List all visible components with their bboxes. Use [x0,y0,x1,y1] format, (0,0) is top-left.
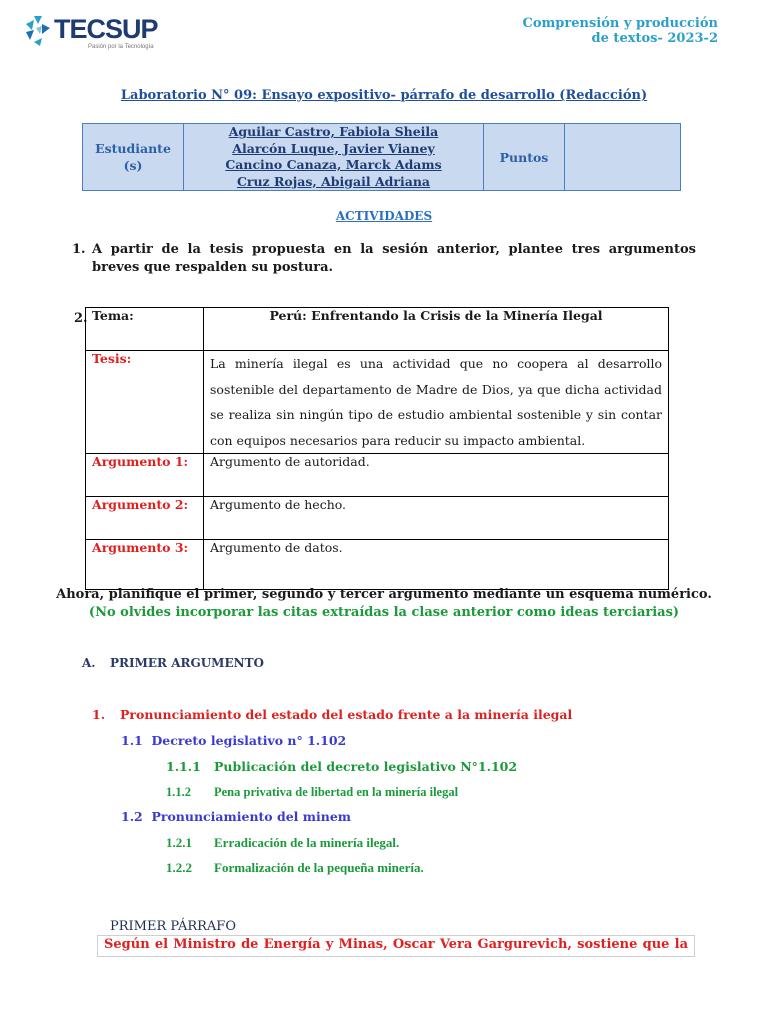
outline-text: Publicación del decreto legislativo N°1.102 [214,759,518,774]
section-a-letter: A. [82,656,96,670]
outline-number: 1.2 [121,809,143,824]
outline-item-1 [92,707,572,722]
course-title [523,16,718,46]
section-a-heading [82,656,264,670]
argument-2-value[interactable]: Argumento de hecho. [204,497,669,540]
tesis-label: Tesis: [86,351,204,454]
outline-number: 1.2.2 [166,860,192,875]
question-1-text: A partir de la tesis propuesta en la sesión anterior, plantee tres argumentos breves que respalden su postura. [92,242,696,275]
question-2-number: 2. [74,311,88,326]
question-1 [72,241,696,277]
outline-item-1-1-2 [166,785,458,800]
outline-item-1-1-1 [166,759,517,774]
argument-table [85,307,669,590]
outline-number: 1.1 [121,733,143,748]
outline-text: Erradicación de la minería ilegal. [214,835,400,850]
section-a-title: PRIMER ARGUMENTO [110,656,264,670]
argument-3-value[interactable]: Argumento de datos. [204,540,669,590]
outline-text: Decreto legislativo n° 1.102 [151,733,347,748]
student-label-line1: Estudiante [95,141,171,156]
course-line-2: de textos- 2023-2 [591,31,718,46]
student-name: Aguilar Castro, Fabiola Sheila [228,124,439,139]
outline-item-1-1 [121,733,346,748]
tema-label: Tema: [86,308,204,351]
student-table [82,123,681,191]
student-name: Cancino Canaza, Marck Adams [225,157,442,172]
logo-text: TECSUP [54,14,158,44]
outline-number: 1.1.2 [166,785,191,799]
outline-text: Pena privativa de libertad en la minería ilegal [214,785,459,799]
outline-number: 1.1.1 [166,759,201,774]
activities-heading: ACTIVIDADES [335,209,433,223]
plan-note: (No olvides incorporar las citas extraídas la clase anterior como ideas terciarias) [88,605,680,620]
outline-text: Formalización de la pequeña minería. [214,860,424,875]
question-1-number: 1. [72,242,86,257]
argument-3-label: Argumento 3: [86,540,204,590]
outline-text: Pronunciamiento del estado del estado frente a la minería ilegal [120,707,573,722]
course-line-1: Comprensión y producción [522,16,718,31]
lab-title: Laboratorio N° 09: Ensayo expositivo- párrafo de desarrollo (Redacción) [120,88,648,103]
logo-tagline: Pasión por la Tecnología [88,44,154,50]
tema-value: Perú: Enfrentando la Crisis de la Minería Ilegal [204,308,669,351]
student-label-cell [83,124,184,191]
tesis-value: La minería ilegal es una actividad que no coopera al desarrollo sostenible del departamento de Madre de Dios, ya que dicha actividad se realiza sin ningún tipo de estudio ambiental sostenible y sin contar con equipos necesarios para reducir su impacto ambiental. [204,351,669,454]
outline-item-1-2 [121,809,351,824]
argument-1-value[interactable]: Argumento de autoridad. [204,454,669,497]
first-paragraph-text[interactable]: Según el Ministro de Energía y Minas, Oscar Vera Gargurevich, sostiene que la [104,937,688,952]
student-label-line2: (s) [123,158,143,173]
first-paragraph-heading: PRIMER PÁRRAFO [110,919,236,934]
argument-1-label: Argumento 1: [86,454,204,497]
student-name: Alarcón Luque, Javier Vianey [232,140,435,156]
outline-item-1-2-1 [166,835,399,851]
tecsup-logo-icon [24,14,58,48]
points-label-cell: Puntos [484,124,565,191]
outline-number: 1.2.1 [166,835,192,850]
outline-text: Pronunciamiento del minem [151,809,352,824]
plan-instruction: Ahora, planifique el primer, segundo y tercer argumento mediante un esquema numérico. [56,587,712,602]
points-value-cell[interactable] [565,124,681,191]
outline-item-1-2-2 [166,860,424,876]
student-name: Cruz Rojas, Abigail Adriana [236,173,431,189]
argument-2-label: Argumento 2: [86,497,204,540]
outline-number: 1. [92,707,106,722]
student-names-cell [184,124,484,191]
